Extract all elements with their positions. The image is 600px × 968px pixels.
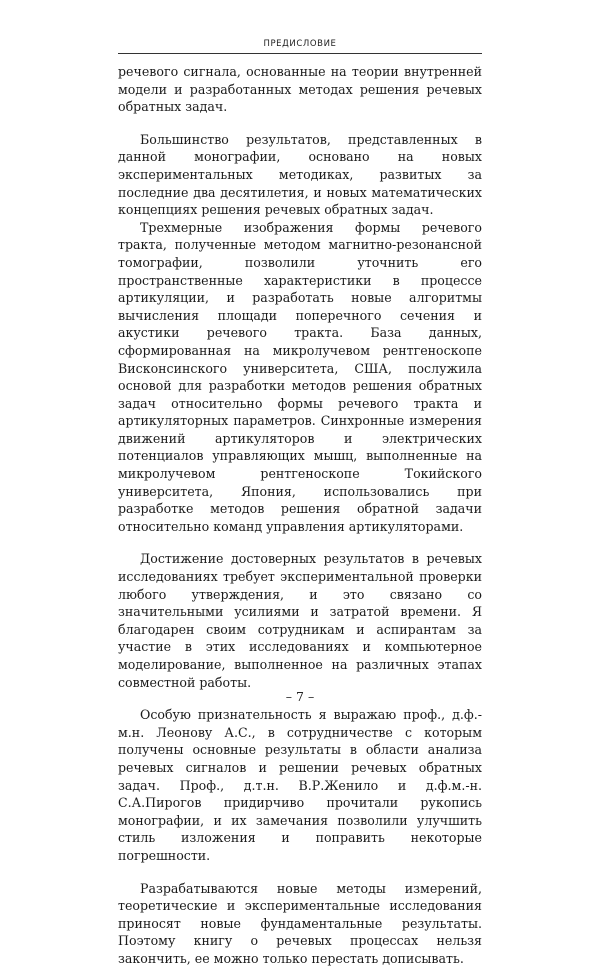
paragraph-acknowledgement-team: Достижение достоверных результатов в речевых исследованиях требует экспериментальной проверки любого утверждения, и это связано со значительными усилиями и затратой времени. Я благодарен своим сотрудникам и аспирантам за участие в этих исследованиях и компьютерное моделирование, выполненное на различных этапах совместной работы.	[118, 551, 482, 690]
paragraph-continuation: речевого сигнала, основанные на теории внутренней модели и разработанных методах решения речевых обратных задач.	[118, 64, 482, 115]
page-body	[118, 63, 482, 968]
page-number: – 7 –	[285, 689, 315, 704]
paragraph-results: Большинство результатов, представленных в данной монографии, основано на новых экспериментальных методиках, развитых за последние два десятилетия, и новых математических концепциях решения речевых обратных задач.	[118, 131, 482, 218]
header-divider	[118, 53, 482, 54]
running-header-title: ПРЕДИСЛОВИЕ	[263, 39, 337, 49]
paragraph-acknowledgement-colleagues: Особую признательность я выражаю проф., д.ф.-м.н. Леонову А.С., в сотрудничестве с которым получены основные результаты в области анализа речевых сигналов и решении речевых обратных задач. Проф., д.т.н. В.Р.Женило и д.ф.м.-н. С.А.Пирогов придирчиво прочитали рукопись монографии, и их замечания позволили улучшить стиль изложения и поправить некоторые погрешности.	[118, 707, 482, 863]
paragraph-methods: Трехмерные изображения формы речевого тракта, полученные методом магнитно-резонансной томографии, позволили уточнить его пространственные характеристики в процессе артикуляции, и разработать новые алгоритмы вычисления площади поперечного сечения и акустики речевого тракта. База данных, сформированная на микролучевом рентгеноскопе Висконсинского университета, США, послужила основой для разработки методов решения обратных задач относительно формы речевого тракта и артикуляторных параметров. Синхронные измерения движений артикуляторов и электрических потенциалов управляющих мышц, выполненные на микролучевом рентгеноскопе Токийского университета, Япония, использовались при разработке методов решения обратной задачи относительно команд управления артикуляторами.	[118, 219, 482, 534]
paragraph-closing: Разрабатываются новые методы измерений, теоретические и экспериментальные исследования приносят новые фундаментальные результаты. Поэтому книгу о речевых процессах нельзя закончить, ее можно только перестать дописывать.	[118, 880, 482, 966]
